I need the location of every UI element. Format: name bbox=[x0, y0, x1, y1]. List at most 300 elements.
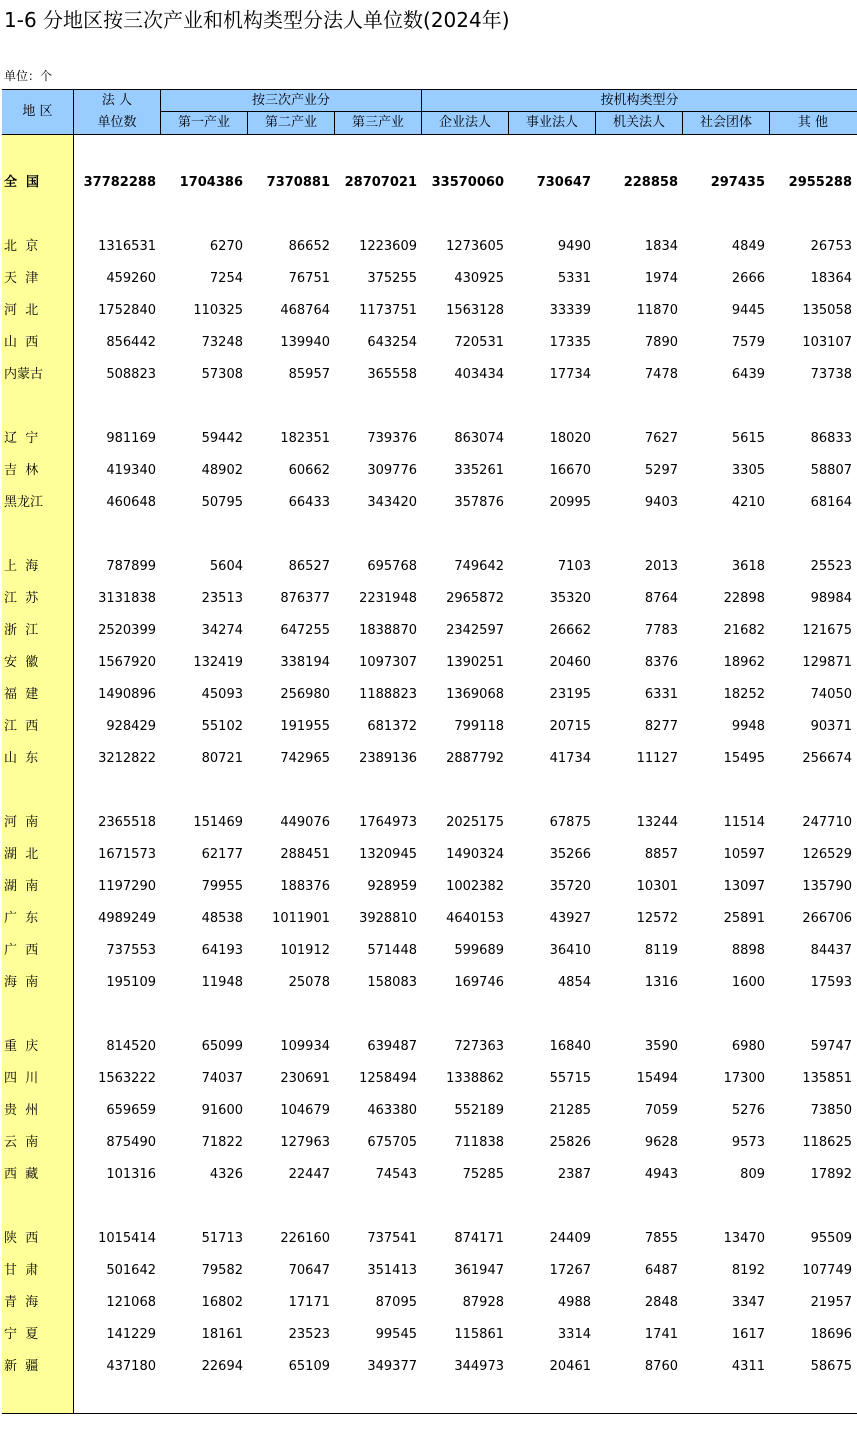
cell-government: 7783 bbox=[644, 623, 678, 638]
cell-social: 18962 bbox=[723, 655, 765, 670]
cell-government: 1974 bbox=[644, 271, 678, 286]
header-group-org: 按机构类型分 bbox=[600, 93, 679, 108]
cell-enterprise: 2965872 bbox=[446, 591, 504, 606]
cell-institution: 25826 bbox=[549, 1135, 591, 1150]
cell-social: 13097 bbox=[723, 879, 765, 894]
cell-government: 228858 bbox=[623, 175, 678, 190]
cell-institution: 3314 bbox=[557, 1327, 591, 1342]
cell-total: 195109 bbox=[106, 975, 156, 990]
region-name: 湖 北 bbox=[4, 847, 39, 862]
header-group-industry: 按三次产业分 bbox=[251, 93, 330, 108]
cell-primary: 65099 bbox=[201, 1039, 243, 1054]
cell-government: 7627 bbox=[644, 431, 678, 446]
cell-government: 1834 bbox=[644, 239, 678, 254]
cell-other: 73738 bbox=[810, 367, 852, 382]
cell-other: 2955288 bbox=[788, 175, 852, 190]
cell-enterprise: 361947 bbox=[454, 1263, 504, 1278]
table-row bbox=[2, 711, 857, 743]
region-name: 浙 江 bbox=[4, 623, 39, 638]
header-other: 其 他 bbox=[797, 115, 829, 130]
cell-primary: 74037 bbox=[201, 1071, 243, 1086]
cell-tertiary: 1173751 bbox=[359, 303, 417, 318]
cell-institution: 41734 bbox=[549, 751, 591, 766]
cell-tertiary: 28707021 bbox=[344, 175, 417, 190]
cell-primary: 6270 bbox=[209, 239, 243, 254]
cell-secondary: 256980 bbox=[280, 687, 330, 702]
cell-social: 8192 bbox=[731, 1263, 765, 1278]
cell-institution: 24409 bbox=[549, 1231, 591, 1246]
cell-tertiary: 158083 bbox=[367, 975, 417, 990]
cell-secondary: 17171 bbox=[288, 1295, 330, 1310]
region-name: 全 国 bbox=[4, 175, 40, 190]
cell-tertiary: 1188823 bbox=[359, 687, 417, 702]
cell-total: 981169 bbox=[106, 431, 156, 446]
region-name: 西 藏 bbox=[4, 1167, 39, 1182]
cell-social: 9445 bbox=[731, 303, 765, 318]
cell-total: 2365518 bbox=[98, 815, 156, 830]
table-row bbox=[2, 1063, 857, 1095]
cell-enterprise: 357876 bbox=[454, 495, 504, 510]
cell-government: 11870 bbox=[636, 303, 678, 318]
cell-enterprise: 115861 bbox=[454, 1327, 504, 1342]
cell-tertiary: 99545 bbox=[375, 1327, 417, 1342]
cell-other: 135851 bbox=[802, 1071, 852, 1086]
cell-primary: 4326 bbox=[209, 1167, 243, 1182]
cell-secondary: 288451 bbox=[280, 847, 330, 862]
cell-enterprise: 1338862 bbox=[446, 1071, 504, 1086]
cell-primary: 22694 bbox=[201, 1359, 243, 1374]
header-enterprise: 企业法人 bbox=[438, 115, 491, 130]
cell-enterprise: 2887792 bbox=[446, 751, 504, 766]
cell-social: 5615 bbox=[731, 431, 765, 446]
cell-total: 787899 bbox=[106, 559, 156, 574]
cell-institution: 18020 bbox=[549, 431, 591, 446]
cell-other: 68164 bbox=[810, 495, 852, 510]
table-row bbox=[2, 359, 857, 391]
cell-institution: 2387 bbox=[557, 1167, 591, 1182]
table-row bbox=[2, 1287, 857, 1319]
cell-enterprise: 430925 bbox=[454, 271, 504, 286]
cell-government: 9403 bbox=[644, 495, 678, 510]
cell-social: 10597 bbox=[723, 847, 765, 862]
cell-total: 1567920 bbox=[98, 655, 156, 670]
cell-institution: 7103 bbox=[557, 559, 591, 574]
cell-enterprise: 1563128 bbox=[446, 303, 504, 318]
cell-enterprise: 335261 bbox=[454, 463, 504, 478]
cell-other: 126529 bbox=[802, 847, 852, 862]
cell-total: 814520 bbox=[106, 1039, 156, 1054]
table-row bbox=[2, 423, 857, 455]
region-name: 重 庆 bbox=[4, 1039, 39, 1054]
table-row bbox=[2, 167, 857, 199]
cell-tertiary: 675705 bbox=[367, 1135, 417, 1150]
cell-primary: 45093 bbox=[201, 687, 243, 702]
cell-total: 875490 bbox=[106, 1135, 156, 1150]
region-name: 黑龙江 bbox=[4, 495, 44, 510]
cell-primary: 48538 bbox=[201, 911, 243, 926]
cell-institution: 35720 bbox=[549, 879, 591, 894]
page-title: 1-6 分地区按三次产业和机构类型分法人单位数(2024年) bbox=[4, 8, 510, 32]
cell-institution: 730647 bbox=[536, 175, 591, 190]
cell-primary: 110325 bbox=[193, 303, 243, 318]
cell-tertiary: 1764973 bbox=[359, 815, 417, 830]
cell-primary: 79582 bbox=[201, 1263, 243, 1278]
table-row bbox=[2, 1159, 857, 1191]
cell-total: 121068 bbox=[106, 1295, 156, 1310]
cell-primary: 62177 bbox=[201, 847, 243, 862]
region-name: 辽 宁 bbox=[4, 431, 39, 446]
cell-government: 8764 bbox=[644, 591, 678, 606]
table-row bbox=[2, 1031, 857, 1063]
cell-social: 6439 bbox=[731, 367, 765, 382]
cell-enterprise: 4640153 bbox=[446, 911, 504, 926]
cell-other: 86833 bbox=[810, 431, 852, 446]
table-row bbox=[2, 967, 857, 999]
cell-total: 1015414 bbox=[98, 1231, 156, 1246]
cell-government: 5297 bbox=[644, 463, 678, 478]
cell-institution: 26662 bbox=[549, 623, 591, 638]
region-name: 江 西 bbox=[4, 719, 39, 734]
region-name: 海 南 bbox=[4, 975, 39, 990]
cell-institution: 4988 bbox=[557, 1295, 591, 1310]
cell-total: 1752840 bbox=[98, 303, 156, 318]
cell-enterprise: 711838 bbox=[454, 1135, 504, 1150]
region-name: 北 京 bbox=[4, 239, 39, 254]
cell-other: 135058 bbox=[802, 303, 852, 318]
table-row bbox=[2, 1127, 857, 1159]
cell-social: 3305 bbox=[731, 463, 765, 478]
region-name: 河 北 bbox=[4, 303, 39, 318]
cell-secondary: 191955 bbox=[280, 719, 330, 734]
cell-tertiary: 643254 bbox=[367, 335, 417, 350]
cell-enterprise: 874171 bbox=[454, 1231, 504, 1246]
region-name: 吉 林 bbox=[4, 463, 39, 478]
cell-tertiary: 365558 bbox=[367, 367, 417, 382]
cell-tertiary: 681372 bbox=[367, 719, 417, 734]
cell-total: 3131838 bbox=[98, 591, 156, 606]
region-name: 青 海 bbox=[4, 1295, 39, 1310]
cell-secondary: 65109 bbox=[288, 1359, 330, 1374]
cell-total: 1490896 bbox=[98, 687, 156, 702]
table-row bbox=[2, 839, 857, 871]
cell-enterprise: 599689 bbox=[454, 943, 504, 958]
cell-tertiary: 3928810 bbox=[359, 911, 417, 926]
cell-total: 3212822 bbox=[98, 751, 156, 766]
table-row bbox=[2, 583, 857, 615]
region-name: 广 西 bbox=[4, 943, 39, 958]
cell-institution: 17335 bbox=[549, 335, 591, 350]
cell-other: 21957 bbox=[810, 1295, 852, 1310]
cell-tertiary: 737541 bbox=[367, 1231, 417, 1246]
cell-tertiary: 87095 bbox=[375, 1295, 417, 1310]
cell-primary: 59442 bbox=[201, 431, 243, 446]
cell-government: 1741 bbox=[644, 1327, 678, 1342]
table-row bbox=[2, 807, 857, 839]
cell-social: 3347 bbox=[731, 1295, 765, 1310]
cell-institution: 33339 bbox=[549, 303, 591, 318]
cell-enterprise: 799118 bbox=[454, 719, 504, 734]
cell-secondary: 226160 bbox=[280, 1231, 330, 1246]
cell-government: 7855 bbox=[644, 1231, 678, 1246]
cell-tertiary: 343420 bbox=[367, 495, 417, 510]
cell-secondary: 182351 bbox=[280, 431, 330, 446]
cell-other: 58675 bbox=[810, 1359, 852, 1374]
cell-primary: 16802 bbox=[201, 1295, 243, 1310]
table-row bbox=[2, 679, 857, 711]
cell-other: 84437 bbox=[810, 943, 852, 958]
cell-total: 2520399 bbox=[98, 623, 156, 638]
cell-enterprise: 1369068 bbox=[446, 687, 504, 702]
cell-enterprise: 1002382 bbox=[446, 879, 504, 894]
table-bottom-rule bbox=[2, 1413, 857, 1414]
cell-other: 121675 bbox=[802, 623, 852, 638]
cell-secondary: 22447 bbox=[288, 1167, 330, 1182]
cell-institution: 36410 bbox=[549, 943, 591, 958]
cell-other: 256674 bbox=[802, 751, 852, 766]
cell-total: 928429 bbox=[106, 719, 156, 734]
cell-enterprise: 2342597 bbox=[446, 623, 504, 638]
cell-other: 107749 bbox=[802, 1263, 852, 1278]
cell-institution: 67875 bbox=[549, 815, 591, 830]
cell-other: 74050 bbox=[810, 687, 852, 702]
table-row bbox=[2, 615, 857, 647]
cell-enterprise: 1273605 bbox=[446, 239, 504, 254]
cell-primary: 51713 bbox=[201, 1231, 243, 1246]
cell-government: 8857 bbox=[644, 847, 678, 862]
cell-institution: 16670 bbox=[549, 463, 591, 478]
cell-primary: 1704386 bbox=[179, 175, 243, 190]
cell-government: 4943 bbox=[644, 1167, 678, 1182]
region-name: 陕 西 bbox=[4, 1231, 39, 1246]
cell-tertiary: 928959 bbox=[367, 879, 417, 894]
cell-secondary: 1011901 bbox=[272, 911, 330, 926]
cell-other: 118625 bbox=[802, 1135, 852, 1150]
region-name: 山 东 bbox=[4, 751, 39, 766]
cell-total: 737553 bbox=[106, 943, 156, 958]
cell-other: 247710 bbox=[802, 815, 852, 830]
cell-other: 26753 bbox=[810, 239, 852, 254]
cell-government: 7059 bbox=[644, 1103, 678, 1118]
cell-government: 8760 bbox=[644, 1359, 678, 1374]
table-row bbox=[2, 871, 857, 903]
cell-social: 1600 bbox=[731, 975, 765, 990]
cell-primary: 55102 bbox=[201, 719, 243, 734]
cell-secondary: 25078 bbox=[288, 975, 330, 990]
cell-government: 9628 bbox=[644, 1135, 678, 1150]
table-row bbox=[2, 1095, 857, 1127]
cell-secondary: 104679 bbox=[280, 1103, 330, 1118]
cell-other: 90371 bbox=[810, 719, 852, 734]
cell-tertiary: 695768 bbox=[367, 559, 417, 574]
cell-enterprise: 727363 bbox=[454, 1039, 504, 1054]
region-name: 甘 肃 bbox=[4, 1263, 39, 1278]
cell-other: 103107 bbox=[802, 335, 852, 350]
cell-secondary: 7370881 bbox=[266, 175, 330, 190]
region-name: 河 南 bbox=[4, 815, 39, 830]
cell-tertiary: 1838870 bbox=[359, 623, 417, 638]
cell-total: 501642 bbox=[106, 1263, 156, 1278]
cell-social: 8898 bbox=[731, 943, 765, 958]
cell-total: 460648 bbox=[106, 495, 156, 510]
cell-secondary: 76751 bbox=[288, 271, 330, 286]
cell-institution: 55715 bbox=[549, 1071, 591, 1086]
cell-other: 98984 bbox=[810, 591, 852, 606]
cell-enterprise: 1490324 bbox=[446, 847, 504, 862]
cell-institution: 16840 bbox=[549, 1039, 591, 1054]
cell-social: 18252 bbox=[723, 687, 765, 702]
cell-enterprise: 344973 bbox=[454, 1359, 504, 1374]
cell-primary: 18161 bbox=[201, 1327, 243, 1342]
region-name: 福 建 bbox=[4, 687, 39, 702]
cell-enterprise: 75285 bbox=[462, 1167, 504, 1182]
cell-secondary: 468764 bbox=[280, 303, 330, 318]
region-name: 新 疆 bbox=[4, 1359, 39, 1374]
cell-tertiary: 2389136 bbox=[359, 751, 417, 766]
region-name: 上 海 bbox=[4, 559, 39, 574]
header-total-line2: 单位数 bbox=[97, 115, 137, 130]
cell-total: 1563222 bbox=[98, 1071, 156, 1086]
header-primary: 第一产业 bbox=[177, 115, 230, 130]
cell-institution: 35320 bbox=[549, 591, 591, 606]
cell-total: 1671573 bbox=[98, 847, 156, 862]
table-row bbox=[2, 551, 857, 583]
cell-institution: 17267 bbox=[549, 1263, 591, 1278]
cell-secondary: 109934 bbox=[280, 1039, 330, 1054]
cell-social: 25891 bbox=[723, 911, 765, 926]
cell-social: 13470 bbox=[723, 1231, 765, 1246]
cell-primary: 23513 bbox=[201, 591, 243, 606]
cell-other: 135790 bbox=[802, 879, 852, 894]
table-row bbox=[2, 231, 857, 263]
cell-total: 101316 bbox=[106, 1167, 156, 1182]
table-row bbox=[2, 1319, 857, 1351]
cell-total: 1316531 bbox=[98, 239, 156, 254]
cell-total: 659659 bbox=[106, 1103, 156, 1118]
header-bottom-rule bbox=[2, 134, 857, 135]
cell-institution: 43927 bbox=[549, 911, 591, 926]
cell-total: 419340 bbox=[106, 463, 156, 478]
region-name: 湖 南 bbox=[4, 879, 39, 894]
cell-social: 2666 bbox=[731, 271, 765, 286]
cell-other: 73850 bbox=[810, 1103, 852, 1118]
region-name: 四 川 bbox=[4, 1071, 39, 1086]
cell-government: 6487 bbox=[644, 1263, 678, 1278]
cell-tertiary: 349377 bbox=[367, 1359, 417, 1374]
cell-other: 266706 bbox=[802, 911, 852, 926]
table-row bbox=[2, 647, 857, 679]
cell-social: 809 bbox=[740, 1167, 765, 1182]
cell-other: 18364 bbox=[810, 271, 852, 286]
cell-enterprise: 552189 bbox=[454, 1103, 504, 1118]
cell-secondary: 60662 bbox=[288, 463, 330, 478]
cell-institution: 21285 bbox=[549, 1103, 591, 1118]
cell-social: 4311 bbox=[731, 1359, 765, 1374]
cell-other: 18696 bbox=[810, 1327, 852, 1342]
cell-social: 9573 bbox=[731, 1135, 765, 1150]
cell-institution: 9490 bbox=[557, 239, 591, 254]
cell-tertiary: 309776 bbox=[367, 463, 417, 478]
cell-social: 17300 bbox=[723, 1071, 765, 1086]
cell-government: 3590 bbox=[644, 1039, 678, 1054]
table-row bbox=[2, 743, 857, 775]
cell-government: 1316 bbox=[644, 975, 678, 990]
cell-total: 37782288 bbox=[83, 175, 156, 190]
cell-social: 22898 bbox=[723, 591, 765, 606]
cell-government: 8277 bbox=[644, 719, 678, 734]
table-row bbox=[2, 295, 857, 327]
cell-government: 12572 bbox=[636, 911, 678, 926]
header-institution: 事业法人 bbox=[525, 115, 578, 130]
cell-primary: 71822 bbox=[201, 1135, 243, 1150]
cell-social: 4849 bbox=[731, 239, 765, 254]
cell-other: 17593 bbox=[810, 975, 852, 990]
cell-total: 856442 bbox=[106, 335, 156, 350]
region-name: 广 东 bbox=[4, 911, 39, 926]
region-name: 贵 州 bbox=[4, 1103, 39, 1118]
cell-secondary: 127963 bbox=[280, 1135, 330, 1150]
cell-other: 59747 bbox=[810, 1039, 852, 1054]
cell-institution: 35266 bbox=[549, 847, 591, 862]
cell-government: 11127 bbox=[636, 751, 678, 766]
table-row bbox=[2, 1223, 857, 1255]
cell-primary: 5604 bbox=[209, 559, 243, 574]
cell-enterprise: 169746 bbox=[454, 975, 504, 990]
cell-secondary: 188376 bbox=[280, 879, 330, 894]
cell-enterprise: 33570060 bbox=[431, 175, 504, 190]
cell-enterprise: 720531 bbox=[454, 335, 504, 350]
cell-secondary: 338194 bbox=[280, 655, 330, 670]
table-row bbox=[2, 327, 857, 359]
region-name: 江 苏 bbox=[4, 591, 39, 606]
cell-social: 5276 bbox=[731, 1103, 765, 1118]
region-name: 内蒙古 bbox=[4, 367, 44, 382]
header-secondary: 第二产业 bbox=[264, 115, 317, 130]
cell-primary: 48902 bbox=[201, 463, 243, 478]
table-row bbox=[2, 263, 857, 295]
cell-total: 437180 bbox=[106, 1359, 156, 1374]
cell-enterprise: 863074 bbox=[454, 431, 504, 446]
cell-social: 297435 bbox=[710, 175, 765, 190]
header-total-line1: 法 人 bbox=[101, 93, 133, 108]
table-row bbox=[2, 903, 857, 935]
cell-enterprise: 749642 bbox=[454, 559, 504, 574]
cell-secondary: 85957 bbox=[288, 367, 330, 382]
cell-government: 8119 bbox=[644, 943, 678, 958]
cell-tertiary: 1320945 bbox=[359, 847, 417, 862]
cell-primary: 7254 bbox=[209, 271, 243, 286]
cell-secondary: 86652 bbox=[288, 239, 330, 254]
table-row bbox=[2, 1351, 857, 1383]
cell-other: 58807 bbox=[810, 463, 852, 478]
cell-social: 1617 bbox=[731, 1327, 765, 1342]
cell-primary: 64193 bbox=[201, 943, 243, 958]
cell-tertiary: 739376 bbox=[367, 431, 417, 446]
cell-social: 6980 bbox=[731, 1039, 765, 1054]
header-region: 地 区 bbox=[22, 104, 53, 119]
cell-social: 15495 bbox=[723, 751, 765, 766]
table-row bbox=[2, 935, 857, 967]
cell-government: 7478 bbox=[644, 367, 678, 382]
cell-other: 25523 bbox=[810, 559, 852, 574]
cell-enterprise: 1390251 bbox=[446, 655, 504, 670]
cell-primary: 73248 bbox=[201, 335, 243, 350]
cell-secondary: 66433 bbox=[288, 495, 330, 510]
header-government: 机关法人 bbox=[612, 115, 665, 130]
cell-other: 17892 bbox=[810, 1167, 852, 1182]
cell-tertiary: 463380 bbox=[367, 1103, 417, 1118]
cell-tertiary: 1223609 bbox=[359, 239, 417, 254]
cell-government: 8376 bbox=[644, 655, 678, 670]
